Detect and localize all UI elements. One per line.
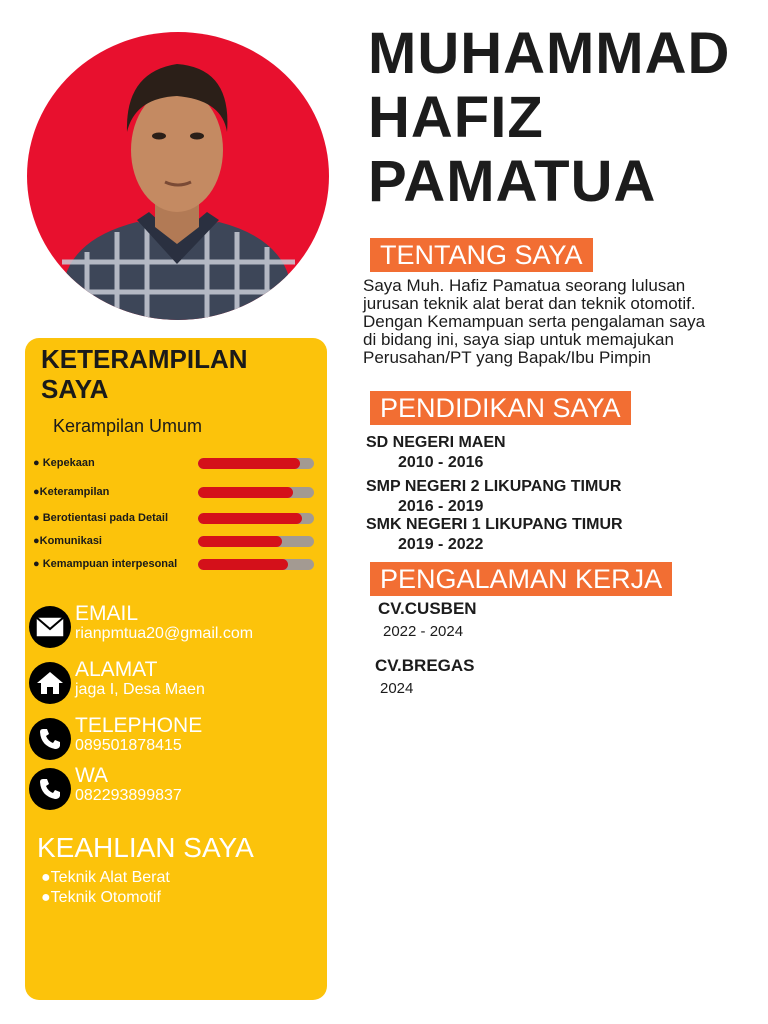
skills-subtitle: Kerampilan Umum bbox=[53, 416, 203, 436]
education-item bbox=[366, 515, 766, 555]
skill-item bbox=[25, 511, 327, 525]
person-illustration bbox=[27, 32, 329, 320]
telephone-value[interactable]: 089501878415 bbox=[75, 737, 182, 754]
about-line: Saya Muh. Hafiz Pamatua seorang lulusan bbox=[363, 276, 686, 295]
skill-bar-fill bbox=[198, 458, 300, 469]
name-line: HAFIZ bbox=[368, 85, 544, 150]
skills-title-line: KETERAMPILAN bbox=[41, 344, 248, 374]
skill-bar-fill bbox=[198, 536, 282, 547]
education-item bbox=[366, 433, 766, 473]
email-value[interactable]: rianpmtua20@gmail.com bbox=[75, 625, 254, 642]
skill-label: ● Berotientasi pada Detail bbox=[33, 512, 169, 524]
about-section-title: TENTANG SAYA bbox=[370, 238, 593, 272]
contact-telephone bbox=[29, 714, 325, 762]
about-line: Dengan Kemampuan serta pengalaman saya bbox=[363, 312, 706, 331]
about-line: di bidang ini, saya siap untuk memajukan bbox=[363, 330, 674, 349]
skill-item bbox=[25, 456, 327, 470]
job-years: 2024 bbox=[380, 680, 414, 697]
keahlian-item: ●Teknik Alat Berat bbox=[41, 869, 170, 886]
skills-title bbox=[41, 344, 311, 404]
home-icon bbox=[29, 662, 71, 704]
keahlian-list bbox=[41, 868, 170, 908]
contact-label: EMAIL bbox=[75, 602, 139, 625]
contact-wa bbox=[29, 764, 325, 812]
experience-section-title: PENGALAMAN KERJA bbox=[370, 562, 672, 596]
full-name bbox=[368, 22, 768, 214]
skill-label: ● Kepekaan bbox=[33, 457, 95, 469]
skill-label: ●Komunikasi bbox=[33, 535, 102, 547]
phone-icon bbox=[29, 768, 71, 810]
skill-bar bbox=[198, 458, 314, 469]
skill-bar-fill bbox=[198, 487, 293, 498]
about-line: jurusan teknik alat berat dan teknik otomotif. bbox=[363, 294, 696, 313]
name-line: PAMATUA bbox=[368, 149, 657, 214]
about-text bbox=[363, 277, 763, 367]
about-line: Perusahan/PT yang Bapak/Ibu Pimpin bbox=[363, 348, 651, 367]
contact-label: ALAMAT bbox=[75, 658, 158, 681]
school-years: 2016 - 2019 bbox=[398, 498, 484, 515]
name-line: MUHAMMAD bbox=[368, 21, 731, 86]
company-name: CV.BREGAS bbox=[375, 656, 475, 675]
contact-label: WA bbox=[75, 764, 109, 787]
profile-photo bbox=[27, 32, 329, 320]
job-item bbox=[375, 655, 675, 699]
company-name: CV.CUSBEN bbox=[378, 599, 477, 618]
school-years: 2010 - 2016 bbox=[398, 454, 484, 471]
skill-label: ●Keterampilan bbox=[33, 486, 110, 498]
skill-item bbox=[25, 557, 327, 571]
skill-bar-fill bbox=[198, 513, 302, 524]
skill-bar-fill bbox=[198, 559, 288, 570]
skills-title-line: SAYA bbox=[41, 374, 109, 404]
envelope-icon bbox=[29, 606, 71, 648]
skill-item bbox=[25, 485, 327, 499]
contact-email bbox=[29, 602, 325, 650]
contact-label: TELEPHONE bbox=[75, 714, 203, 737]
education-item bbox=[366, 477, 766, 517]
school-name: SD NEGERI MAEN bbox=[366, 434, 506, 451]
skill-label: ● Kemampuan interpesonal bbox=[33, 558, 178, 570]
school-name: SMP NEGERI 2 LIKUPANG TIMUR bbox=[366, 478, 622, 495]
education-section-title: PENDIDIKAN SAYA bbox=[370, 391, 631, 425]
job-item bbox=[378, 598, 678, 642]
school-name: SMK NEGERI 1 LIKUPANG TIMUR bbox=[366, 516, 623, 533]
school-years: 2019 - 2022 bbox=[398, 536, 484, 553]
skill-bar bbox=[198, 536, 314, 547]
job-years: 2022 - 2024 bbox=[383, 623, 464, 640]
sidebar-panel bbox=[25, 338, 327, 1000]
skill-bar bbox=[198, 559, 314, 570]
keahlian-title: KEAHLIAN SAYA bbox=[37, 832, 254, 863]
skill-item bbox=[25, 534, 327, 548]
keahlian-item: ●Teknik Otomotif bbox=[41, 889, 161, 906]
skill-bar bbox=[198, 487, 314, 498]
skill-bar bbox=[198, 513, 314, 524]
wa-value[interactable]: 082293899837 bbox=[75, 787, 182, 804]
contact-address bbox=[29, 658, 325, 706]
phone-icon bbox=[29, 718, 71, 760]
address-value: jaga I, Desa Maen bbox=[75, 681, 205, 698]
